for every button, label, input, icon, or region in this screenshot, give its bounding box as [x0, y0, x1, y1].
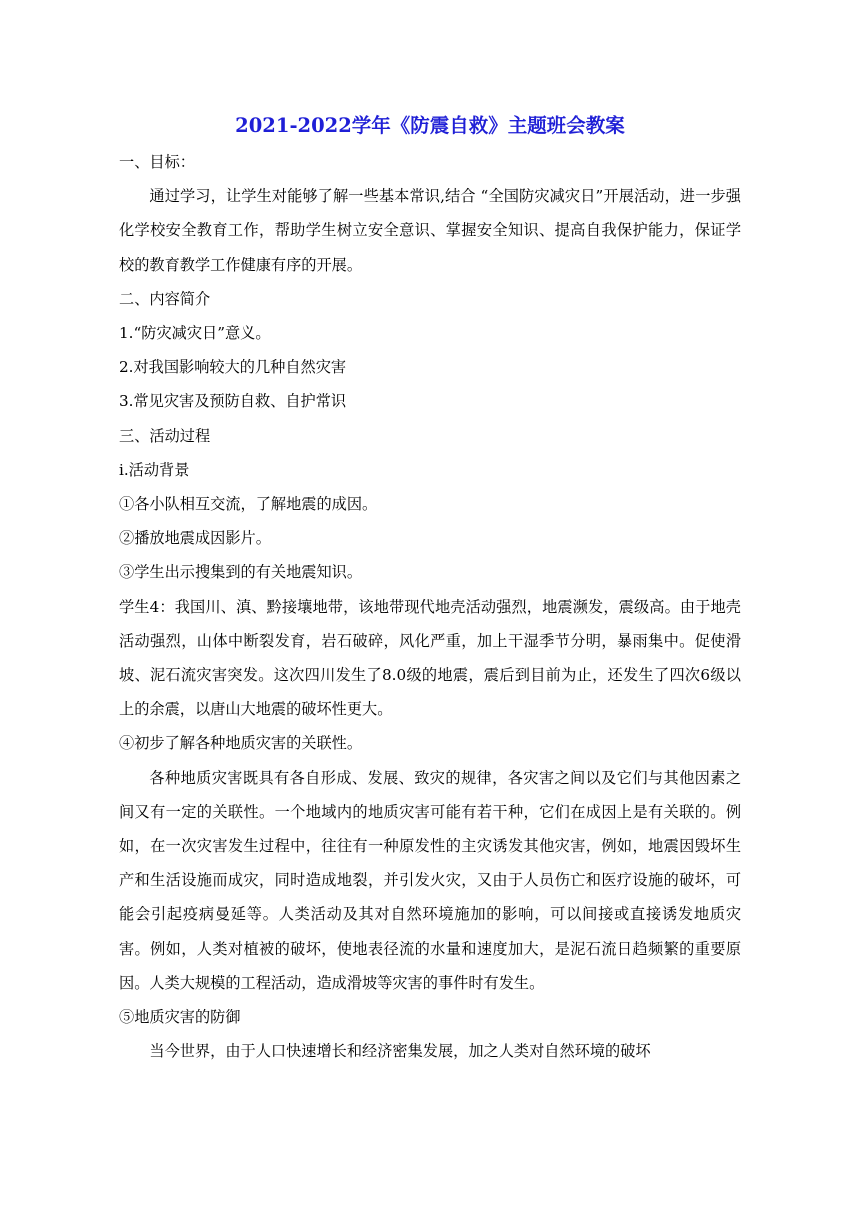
- document-page: [119, 112, 741, 1068]
- goals-paragraph: 通过学习，让学生对能够了解一些基本常识,结合 “全国防灾减灾日”开展活动，进一步强化学校安全教育工作，帮助学生树立安全意识、掌握安全知识、提高自我保护能力，保证学校的教育教学工作健康有序的开展。: [119, 187, 741, 274]
- section-heading-goals: 一、目标：: [119, 153, 195, 171]
- section-heading-process: 三、活动过程: [119, 426, 211, 445]
- summary-item-2: 2.对我国影响较大的几种自然灾害: [119, 358, 347, 377]
- activity-step-5: ⑤地质灾害的防御: [119, 1008, 241, 1027]
- activity-background-label: ⅰ.活动背景: [119, 460, 190, 479]
- document-title: 2021-2022学年《防震自救》主题班会教案: [235, 114, 625, 137]
- summary-item-3: 3.常见灾害及预防自救、自护常识: [119, 392, 347, 411]
- defense-paragraph: 当今世界，由于人口快速增长和经济密集发展，加之人类对自然环境的破坏: [149, 1042, 651, 1061]
- activity-step-2: ②播放地震成因影片。: [119, 529, 271, 548]
- summary-item-1: 1.“防灾减灾日”意义。: [119, 324, 271, 343]
- section-heading-summary: 二、内容简介: [119, 289, 211, 308]
- activity-step-3: ③学生出示搜集到的有关地震知识。: [119, 563, 362, 582]
- activity-step-1: ①各小队相互交流，了解地震的成因。: [119, 495, 378, 514]
- geohazard-relation-paragraph: 各种地质灾害既具有各自形成、发展、致灾的规律，各灾害之间以及它们与其他因素之间又有一定的关联性。一个地域内的地质灾害可能有若干种，它们在成因上是有关联的。例如，在一次灾害发生过程中，往往有一种原发性的主灾诱发其他灾害，例如，地震因毁坏生产和生活设施而成灾，同时造成地裂，并引发火灾，又由于人员伤亡和医疗设施的破坏，可能会引起疫病曼延等。人类活动及其对自然环境施加的影响，可以间接或直接诱发地质灾害。例如，人类对植被的破坏，使地表径流的水量和速度加大，是泥石流日趋频繁的重要原因。人类大规模的工程活动，造成滑坡等灾害的事件时有发生。: [119, 768, 741, 992]
- student-4-paragraph: 学生4：我国川、滇、黔接壤地带，该地带现代地壳活动强烈，地震濒发，震级高。由于地壳活动强烈，山体中断裂发育，岩石破碎，风化严重，加上干湿季节分明，暴雨集中。促使滑坡、泥石流灾害突发。这次四川发生了8.0级的地震，震后到目前为止，还发生了四次6级以上的余震，以唐山大地震的破坏性更大。: [119, 597, 741, 719]
- activity-step-4: ④初步了解各种地质灾害的关联性。: [119, 734, 362, 753]
